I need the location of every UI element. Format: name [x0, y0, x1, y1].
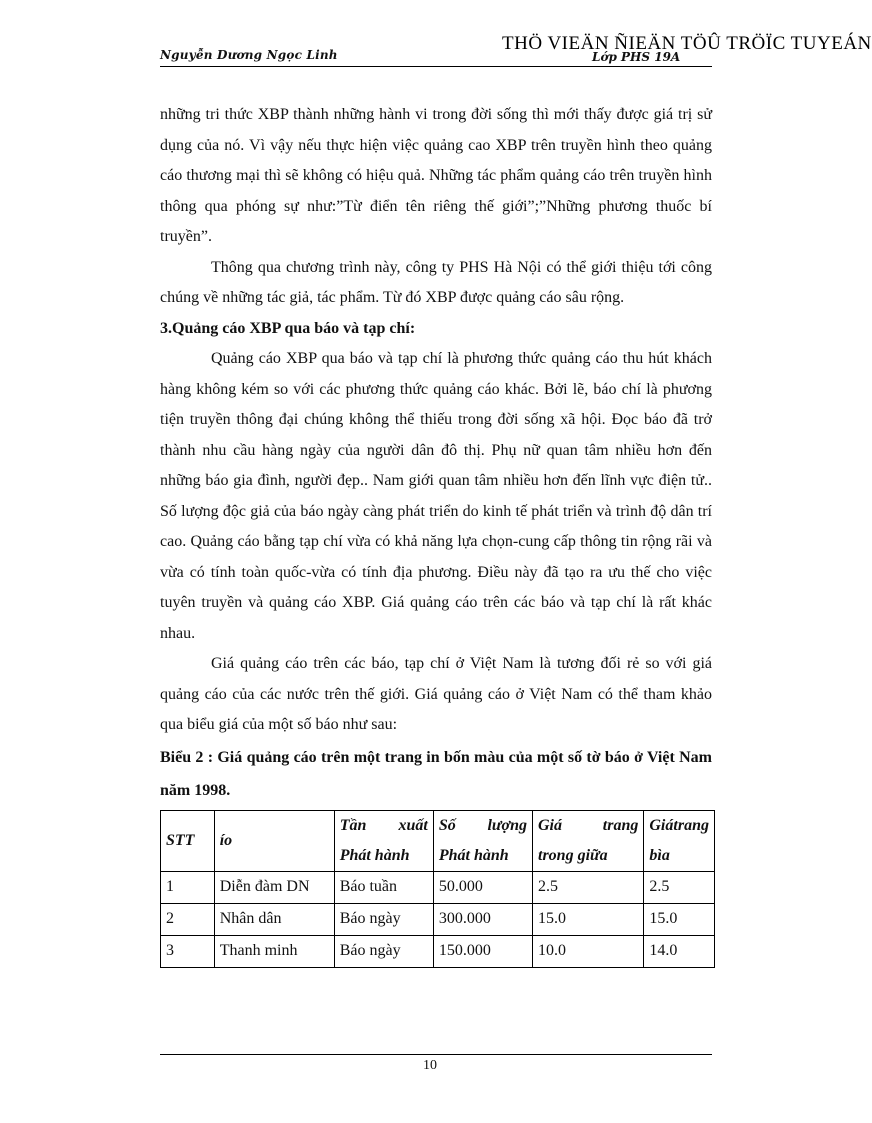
cell-frequency: Báo tuần	[334, 871, 433, 903]
header-frequency-line-2: Phát hành	[339, 846, 410, 864]
cell-cover-price: 14.0	[644, 935, 715, 967]
cell-name: Diễn đàm DN	[214, 871, 334, 903]
header-cover-price	[644, 810, 715, 871]
table-row	[161, 935, 715, 967]
header-watermark: THÖ VIEÄN ÑIEÄN TÖÛ TRÖÏC TUYEÁN	[502, 33, 872, 54]
header-frequency	[334, 810, 433, 871]
header-cover-word-1: Giá	[649, 816, 674, 834]
paragraph-3: Quảng cáo XBP qua báo và tạp chí là phương thức quảng cáo thu hút khách hàng không kém so với các phương thức quảng cáo khác. Bởi lẽ, báo chí là phương tiện truyền thông đại chúng không thể thiếu trong đời sống xã hội. Đọc báo đã trở thành nhu cầu hàng ngày của người dân đô thị. Phụ nữ quan tâm nhiều hơn đến những báo gia đình, người đẹp.. Nam giới quan tâm nhiều hơn đến lĩnh vực điện tử.. Số lượng độc giả của báo ngày càng phát triển do kinh tế phát triển và trình độ dân trí cao. Quảng cáo bằng tạp chí vừa có khả năng lựa chọn-cung cấp thông tin rộng rãi và vừa có tính toàn quốc-vừa có tính địa phương. Điều này đã tạo ra ưu thế cho việc tuyên truyền và quảng cáo XBP. Giá quảng cáo trên các báo và tạp chí là rất khác nhau.	[160, 350, 712, 642]
page-number: 10	[423, 1058, 437, 1073]
table-row	[161, 903, 715, 935]
section-heading: 3.Quảng cáo XBP qua báo và tạp chí:	[160, 319, 416, 337]
header-divider	[160, 66, 712, 67]
header-cover-line-2: bìa	[649, 846, 670, 864]
table-row	[161, 871, 715, 903]
cell-stt: 1	[161, 871, 215, 903]
header-class-label: Lớp PHS 19A	[592, 50, 681, 64]
cell-frequency: Báo ngày	[334, 935, 433, 967]
header-stt: STT	[161, 810, 215, 871]
header-middle-word-1: Giá	[538, 816, 562, 834]
header-middle-line-2: trong giữa	[538, 846, 608, 864]
page-content	[160, 100, 712, 968]
header-author: Nguyễn Dương Ngọc Linh	[160, 48, 338, 62]
cell-middle-price: 2.5	[533, 871, 644, 903]
cell-middle-price: 15.0	[533, 903, 644, 935]
header-quantity-word-2: lượng	[487, 816, 527, 834]
header-cover-word-2: trang	[673, 816, 709, 834]
header-middle-word-2: trang	[602, 816, 639, 834]
cell-quantity: 50.000	[433, 871, 532, 903]
header-quantity-word-1: Số	[438, 816, 456, 834]
cell-cover-price: 15.0	[644, 903, 715, 935]
cell-name: Nhân dân	[214, 903, 334, 935]
cell-quantity: 300.000	[433, 903, 532, 935]
paragraph-2: Thông qua chương trình này, công ty PHS Hà Nội có thể giới thiệu tới công chúng về những tác giả, tác phẩm. Từ đó XBP được quảng cáo sâu rộng.	[160, 258, 712, 306]
table-header-row	[161, 810, 715, 871]
header-quantity	[433, 810, 532, 871]
cell-name: Thanh minh	[214, 935, 334, 967]
header-frequency-word-2: xuất	[398, 816, 428, 834]
cell-middle-price: 10.0	[533, 935, 644, 967]
header-middle-page-price	[533, 810, 644, 871]
footer-divider	[160, 1054, 712, 1055]
header-name: ío	[214, 810, 334, 871]
cell-stt: 3	[161, 935, 215, 967]
paragraph-4: Giá quảng cáo trên các báo, tạp chí ở Việt Nam là tương đối rẻ so với giá quảng cáo của các nước trên thế giới. Giá quảng cáo ở Việt Nam có thể tham khảo qua biểu giá của một số báo như sau:	[160, 655, 712, 733]
table-caption: Biểu 2 : Giá quảng cáo trên một trang in bốn màu của một số tờ báo ở Việt Nam năm 1998.	[160, 748, 712, 799]
header-frequency-word-1: Tần	[339, 816, 367, 834]
cell-quantity: 150.000	[433, 935, 532, 967]
cell-frequency: Báo ngày	[334, 903, 433, 935]
cell-stt: 2	[161, 903, 215, 935]
header-quantity-line-2: Phát hành	[438, 846, 509, 864]
paragraph-1: những tri thức XBP thành những hành vi trong đời sống thì mới thấy được giá trị sử dụng của nó. Vì vậy nếu thực hiện việc quảng cao XBP trên truyền hình theo quảng cáo thương mại thì sẽ không có hiệu quả. Những tác phẩm quảng cáo trên truyền hình thông qua phóng sự như:”Từ điển tên riêng thế giới”;”Những phương thuốc bí truyền”.	[160, 106, 712, 245]
cell-cover-price: 2.5	[644, 871, 715, 903]
ad-price-table	[160, 810, 715, 968]
